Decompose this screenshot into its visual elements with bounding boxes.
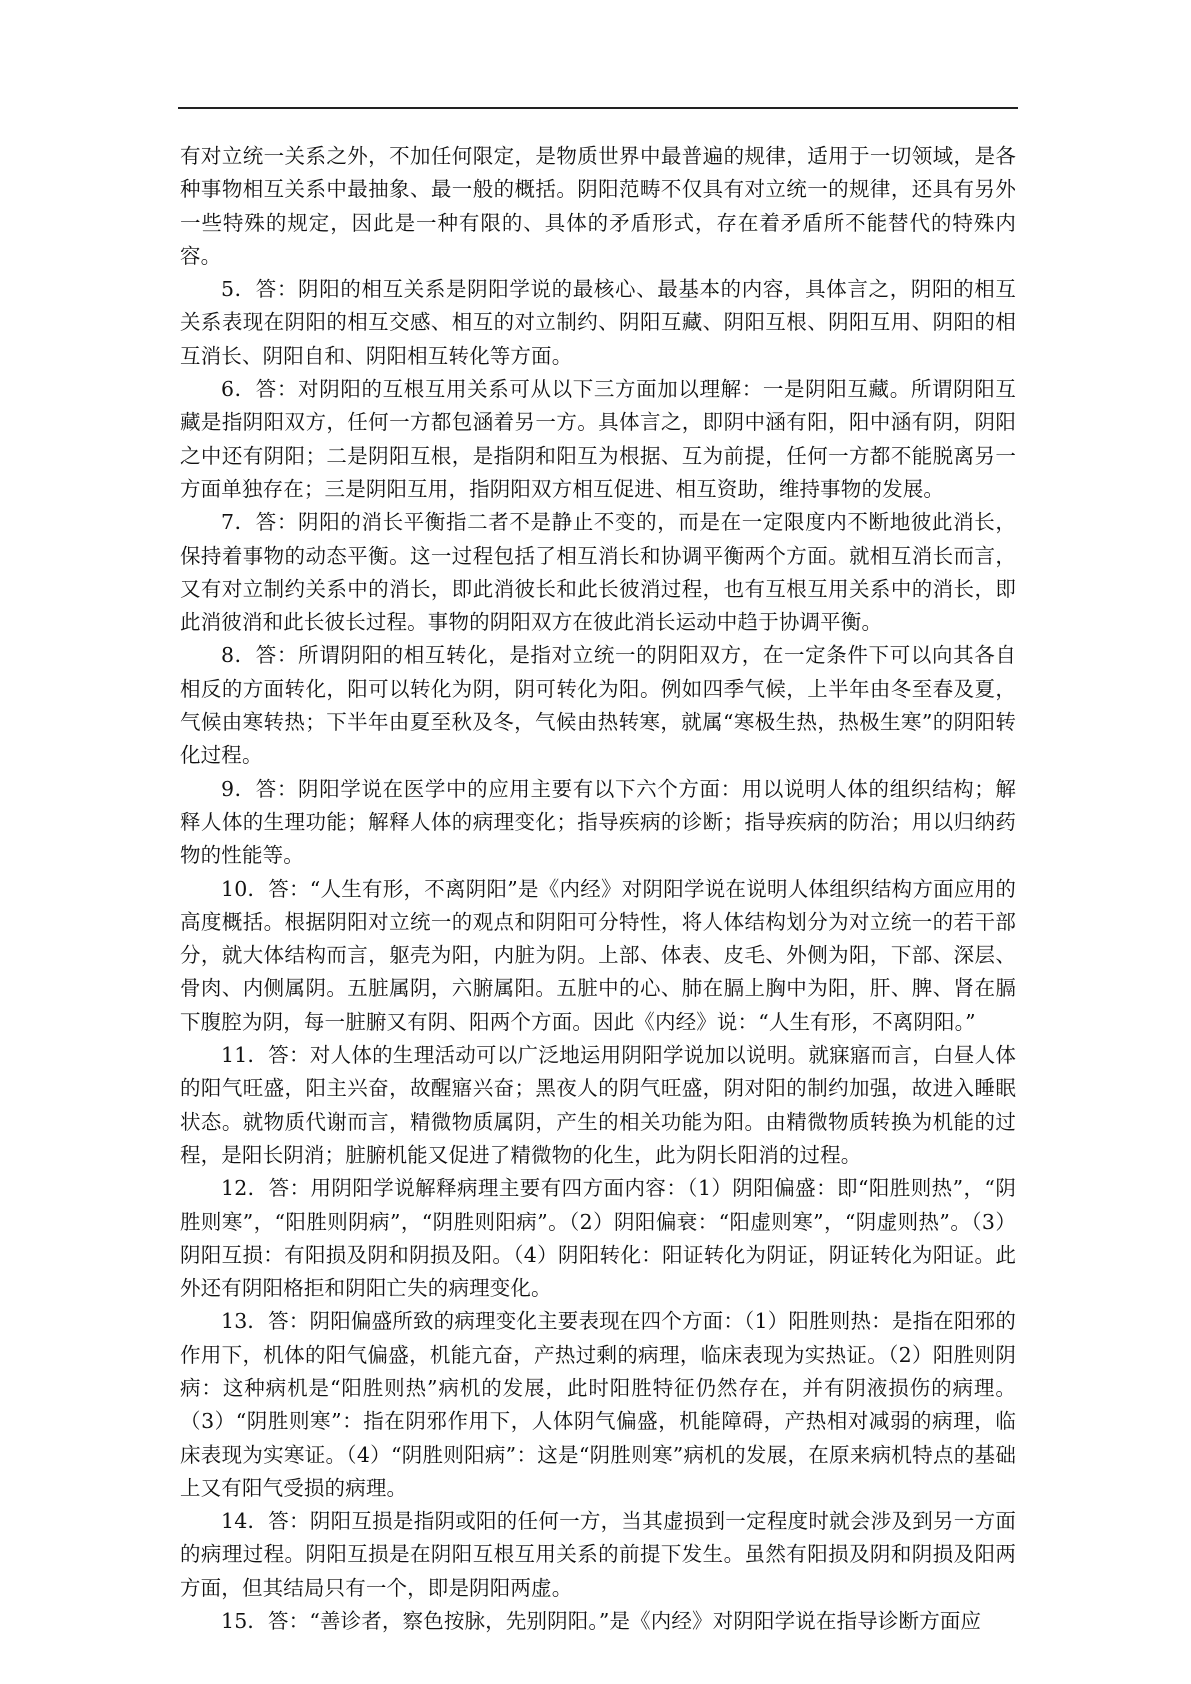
header-rule	[178, 107, 1018, 109]
answer-15: 15．答：“善诊者，察色按脉，先别阴阳。”是《内经》对阴阳学说在指导诊断方面应	[221, 1609, 982, 1634]
answer-12: 12．答：用阴阳学说解释病理主要有四方面内容：（1）阴阳偏盛：即“阳胜则热”，“阴胜则寒”，“阳胜则阴病”，“阴胜则阳病”。（2）阴阳偏衰：“阳虚则寒”，“阴虚则热”。（3）阴阳互损：有阳损及阴和阴损及阳。（4）阴阳转化：阳证转化为阴证，阴证转化为阳证。此外还有阴阳格拒和阴阳亡失的病理变化。	[180, 1176, 1016, 1301]
answer-13: 13．答：阴阳偏盛所致的病理变化主要表现在四个方面：（1）阳胜则热：是指在阳邪的作用下，机体的阳气偏盛，机能亢奋，产热过剩的病理，临床表现为实热证。（2）阳胜则阴病：这种病机是“阳胜则热”病机的发展，此时阳胜特征仍然存在，并有阴液损伤的病理。（3）“阴胜则寒”：指在阴邪作用下，人体阴气偏盛，机能障碍，产热相对减弱的病理，临床表现为实寒证。（4）“阴胜则阳病”：这是“阴胜则寒”病机的发展，在原来病机特点的基础上又有阳气受损的病理。	[180, 1309, 1016, 1500]
answer-6: 6．答：对阴阳的互根互用关系可从以下三方面加以理解：一是阴阳互藏。所谓阴阳互藏是指阴阳双方，任何一方都包涵着另一方。具体言之，即阴中涵有阳，阳中涵有阴，阴阳之中还有阴阳；二是阴阳互根，是指阴和阳互为根据、互为前提，任何一方都不能脱离另一方面单独存在；三是阴阳互用，指阴阳双方相互促进、相互资助，维持事物的发展。	[180, 377, 1016, 501]
paragraph-continuation: 有对立统一关系之外，不加任何限定，是物质世界中最普遍的规律，适用于一切领域，是各种事物相互关系中最抽象、最一般的概括。阴阳范畴不仅具有对立统一的规律，还具有另外一些特殊的规定，因此是一种有限的、具体的矛盾形式，存在着矛盾所不能替代的特殊内容。	[180, 144, 1016, 268]
answer-7: 7．答：阴阳的消长平衡指二者不是静止不变的，而是在一定限度内不断地彼此消长，保持着事物的动态平衡。这一过程包括了相互消长和协调平衡两个方面。就相互消长而言，又有对立制约关系中的消长，即此消彼长和此长彼消过程，也有互根互用关系中的消长，即此消彼消和此长彼长过程。事物的阴阳双方在彼此消长运动中趋于协调平衡。	[180, 510, 1016, 635]
document-body	[180, 140, 1016, 1638]
answer-11: 11．答：对人体的生理活动可以广泛地运用阴阳学说加以说明。就寐寤而言，白昼人体的阳气旺盛，阳主兴奋，故醒寤兴奋；黑夜人的阴气旺盛，阴对阳的制约加强，故进入睡眠状态。就物质代谢而言，精微物质属阴，产生的相关功能为阳。由精微物质转换为机能的过程，是阳长阴消；脏腑机能又促进了精微物的化生，此为阴长阳消的过程。	[180, 1043, 1016, 1167]
answer-10: 10．答：“人生有形，不离阴阳”是《内经》对阴阳学说在说明人体组织结构方面应用的高度概括。根据阴阳对立统一的观点和阴阳可分特性，将人体结构划分为对立统一的若干部分，就大体结构而言，躯壳为阳，内脏为阴。上部、体表、皮毛、外侧为阳，下部、深层、骨肉、内侧属阴。五脏属阴，六腑属阳。五脏中的心、肺在膈上胸中为阳，肝、脾、肾在膈下腹腔为阴，每一脏腑又有阴、阳两个方面。因此《内经》说：“人生有形，不离阴阳。”	[180, 876, 1016, 1034]
answer-14: 14．答：阴阳互损是指阴或阳的任何一方，当其虚损到一定程度时就会涉及到另一方面的病理过程。阴阳互损是在阴阳互根互用关系的前提下发生。虽然有阳损及阴和阴损及阳两方面，但其结局只有一个，即是阴阳两虚。	[180, 1509, 1016, 1600]
answer-9: 9．答：阴阳学说在医学中的应用主要有以下六个方面：用以说明人体的组织结构；解释人体的生理功能；解释人体的病理变化；指导疾病的诊断；指导疾病的防治；用以归纳药物的性能等。	[180, 776, 1016, 868]
answer-5: 5．答：阴阳的相互关系是阴阳学说的最核心、最基本的内容，具体言之，阴阳的相互关系表现在阴阳的相互交感、相互的对立制约、阴阳互藏、阴阳互根、阴阳互用、阴阳的相互消长、阴阳自和、阴阳相互转化等方面。	[180, 277, 1016, 368]
answer-8: 8．答：所谓阴阳的相互转化，是指对立统一的阴阳双方，在一定条件下可以向其各自相反的方面转化，阳可以转化为阴，阴可转化为阳。例如四季气候，上半年由冬至春及夏，气候由寒转热；下半年由夏至秋及冬，气候由热转寒，就属“寒极生热，热极生寒”的阴阳转化过程。	[180, 643, 1016, 768]
